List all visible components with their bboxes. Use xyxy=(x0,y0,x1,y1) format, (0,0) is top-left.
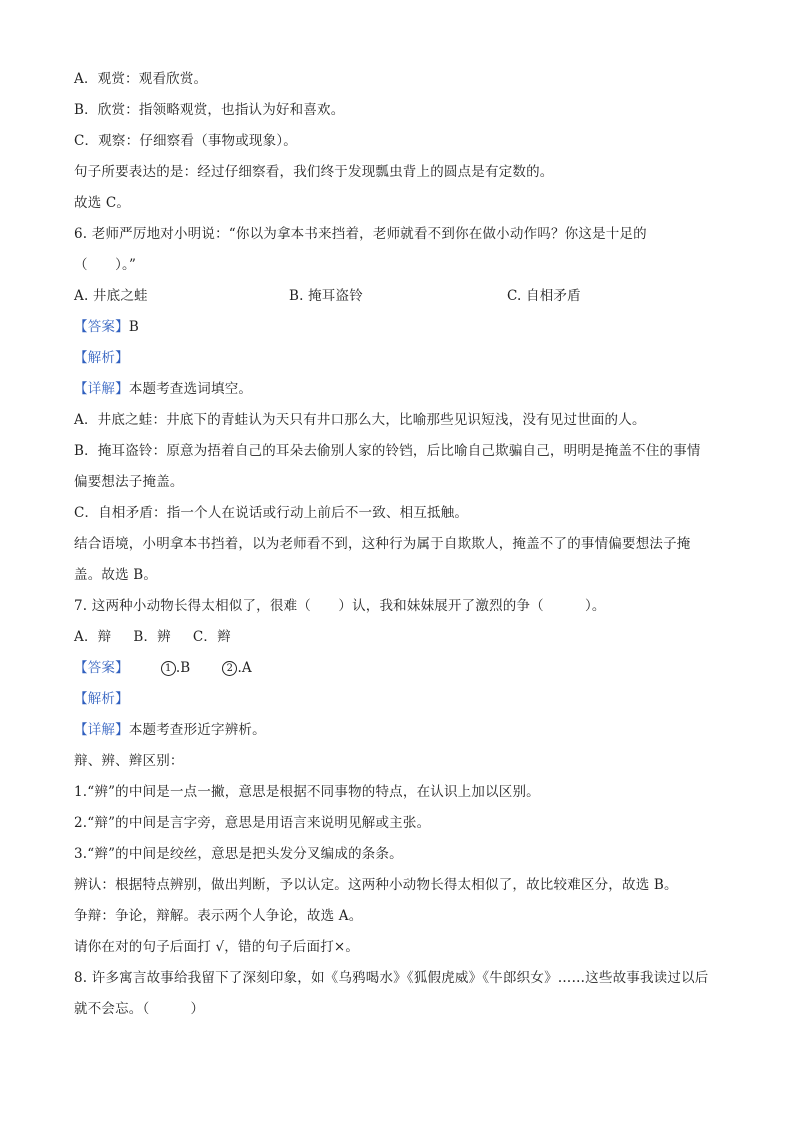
document-page xyxy=(74,64,734,1025)
q6-stem-line1: 6. 老师严厉地对小明说：“你以为拿本书来挡着，老师就看不到你在做小动作吗？你这是十足的 xyxy=(74,226,647,242)
q7-option-a: A．辩 xyxy=(74,629,112,645)
option-c-explanation: C．观察：仔细察看（事物或现象）。 xyxy=(74,133,297,149)
section-instruction: 请你在对的句子后面打 √，错的句子后面打×。 xyxy=(74,939,360,955)
analysis-tag: 【解析】 xyxy=(74,691,129,707)
answer-tag: 【答案】 xyxy=(74,660,129,676)
option-a-explanation: A．观赏：观看欣赏。 xyxy=(74,71,208,87)
q6-stem-line2: （ ）。” xyxy=(74,257,137,273)
q7-options xyxy=(74,622,734,653)
q6-option-c: C. 自相矛盾 xyxy=(507,288,581,304)
q7-point-2: 2.“辩”的中间是言字旁，意思是用语言来说明见解或主张。 xyxy=(74,815,431,831)
q6-explain-b-line1: B．掩耳盗铃：原意为捂着自己的耳朵去偷别人家的铃铛，后比喻自己欺骗自己，明明是掩盖不住的事情 xyxy=(74,443,701,459)
q6-option-b: B. 掩耳盗铃 xyxy=(289,288,363,304)
q6-conclusion-line2: 盖。故选 B。 xyxy=(74,567,158,583)
q7-answer xyxy=(74,653,734,684)
answer-tag: 【答案】 xyxy=(74,319,129,335)
answer-value-1: .B xyxy=(175,660,191,676)
q6-explain-a: A．井底之蛙：井底下的青蛙认为天只有井口那么大，比喻那些见识短浅，没有见过世面的人。 xyxy=(74,412,646,428)
choice-conclusion: 故选 C。 xyxy=(74,195,131,211)
q6-options xyxy=(74,281,734,312)
q8-stem-line1: 8. 许多寓言故事给我留下了深刻印象，如《乌鸦喝水》《狐假虎威》《牛郎织女》……这些故事我读过以后 xyxy=(74,970,709,986)
q7-analysis-tag xyxy=(74,684,734,715)
q7-stem: 7. 这两种小动物长得太相似了，很难（ ）认，我和妹妹展开了激烈的争（ ）。 xyxy=(74,598,606,614)
q7-explain-1: 辨认：根据特点辨别，做出判断，予以认定。这两种小动物长得太相似了，故比较难区分，故选 B。 xyxy=(74,877,678,893)
q6-conclusion-line1: 结合语境，小明拿本书挡着，以为老师看不到，这种行为属于自欺欺人，掩盖不了的事情偏要想法子掩 xyxy=(74,536,691,552)
circled-number-1: 1 xyxy=(161,661,176,676)
q6-answer xyxy=(74,312,734,343)
q6-analysis-tag xyxy=(74,343,734,374)
detail-tag: 【详解】 xyxy=(74,381,129,397)
q8-stem-line2: 就不会忘。（ ） xyxy=(74,1001,205,1017)
answer-value-2: .A xyxy=(237,660,252,676)
q7-explain-2: 争辩：争论，辩解。表示两个人争论，故选 A。 xyxy=(74,908,363,924)
analysis-tag: 【解析】 xyxy=(74,350,129,366)
detail-text: 本题考查形近字辨析。 xyxy=(128,722,266,738)
q7-option-c: C．辫 xyxy=(192,629,231,645)
detail-text: 本题考查选词填空。 xyxy=(128,381,253,397)
q7-point-3: 3.“辫”的中间是绞丝，意思是把头发分叉编成的条条。 xyxy=(74,846,403,862)
q7-detail xyxy=(74,715,734,746)
sentence-meaning: 句子所要表达的是：经过仔细察看，我们终于发现瓢虫背上的圆点是有定数的。 xyxy=(74,164,554,180)
option-b-explanation: B．欣赏：指领略观赏，也指认为好和喜欢。 xyxy=(74,102,345,118)
answer-value: B xyxy=(128,319,139,335)
q6-option-a: A. 井底之蛙 xyxy=(74,288,148,304)
circled-number-2: 2 xyxy=(222,661,237,676)
q6-explain-b-line2: 偏要想法子掩盖。 xyxy=(74,474,184,490)
q7-option-b: B．辨 xyxy=(133,629,171,645)
q6-explain-c: C．自相矛盾：指一个人在说话或行动上前后不一致、相互抵触。 xyxy=(74,505,469,521)
q7-point-1: 1.“辨”的中间是一点一撇，意思是根据不同事物的特点，在认识上加以区别。 xyxy=(74,784,540,800)
q7-intro: 辩、辨、辫区别： xyxy=(74,753,184,769)
q6-detail xyxy=(74,374,734,405)
detail-tag: 【详解】 xyxy=(74,722,129,738)
